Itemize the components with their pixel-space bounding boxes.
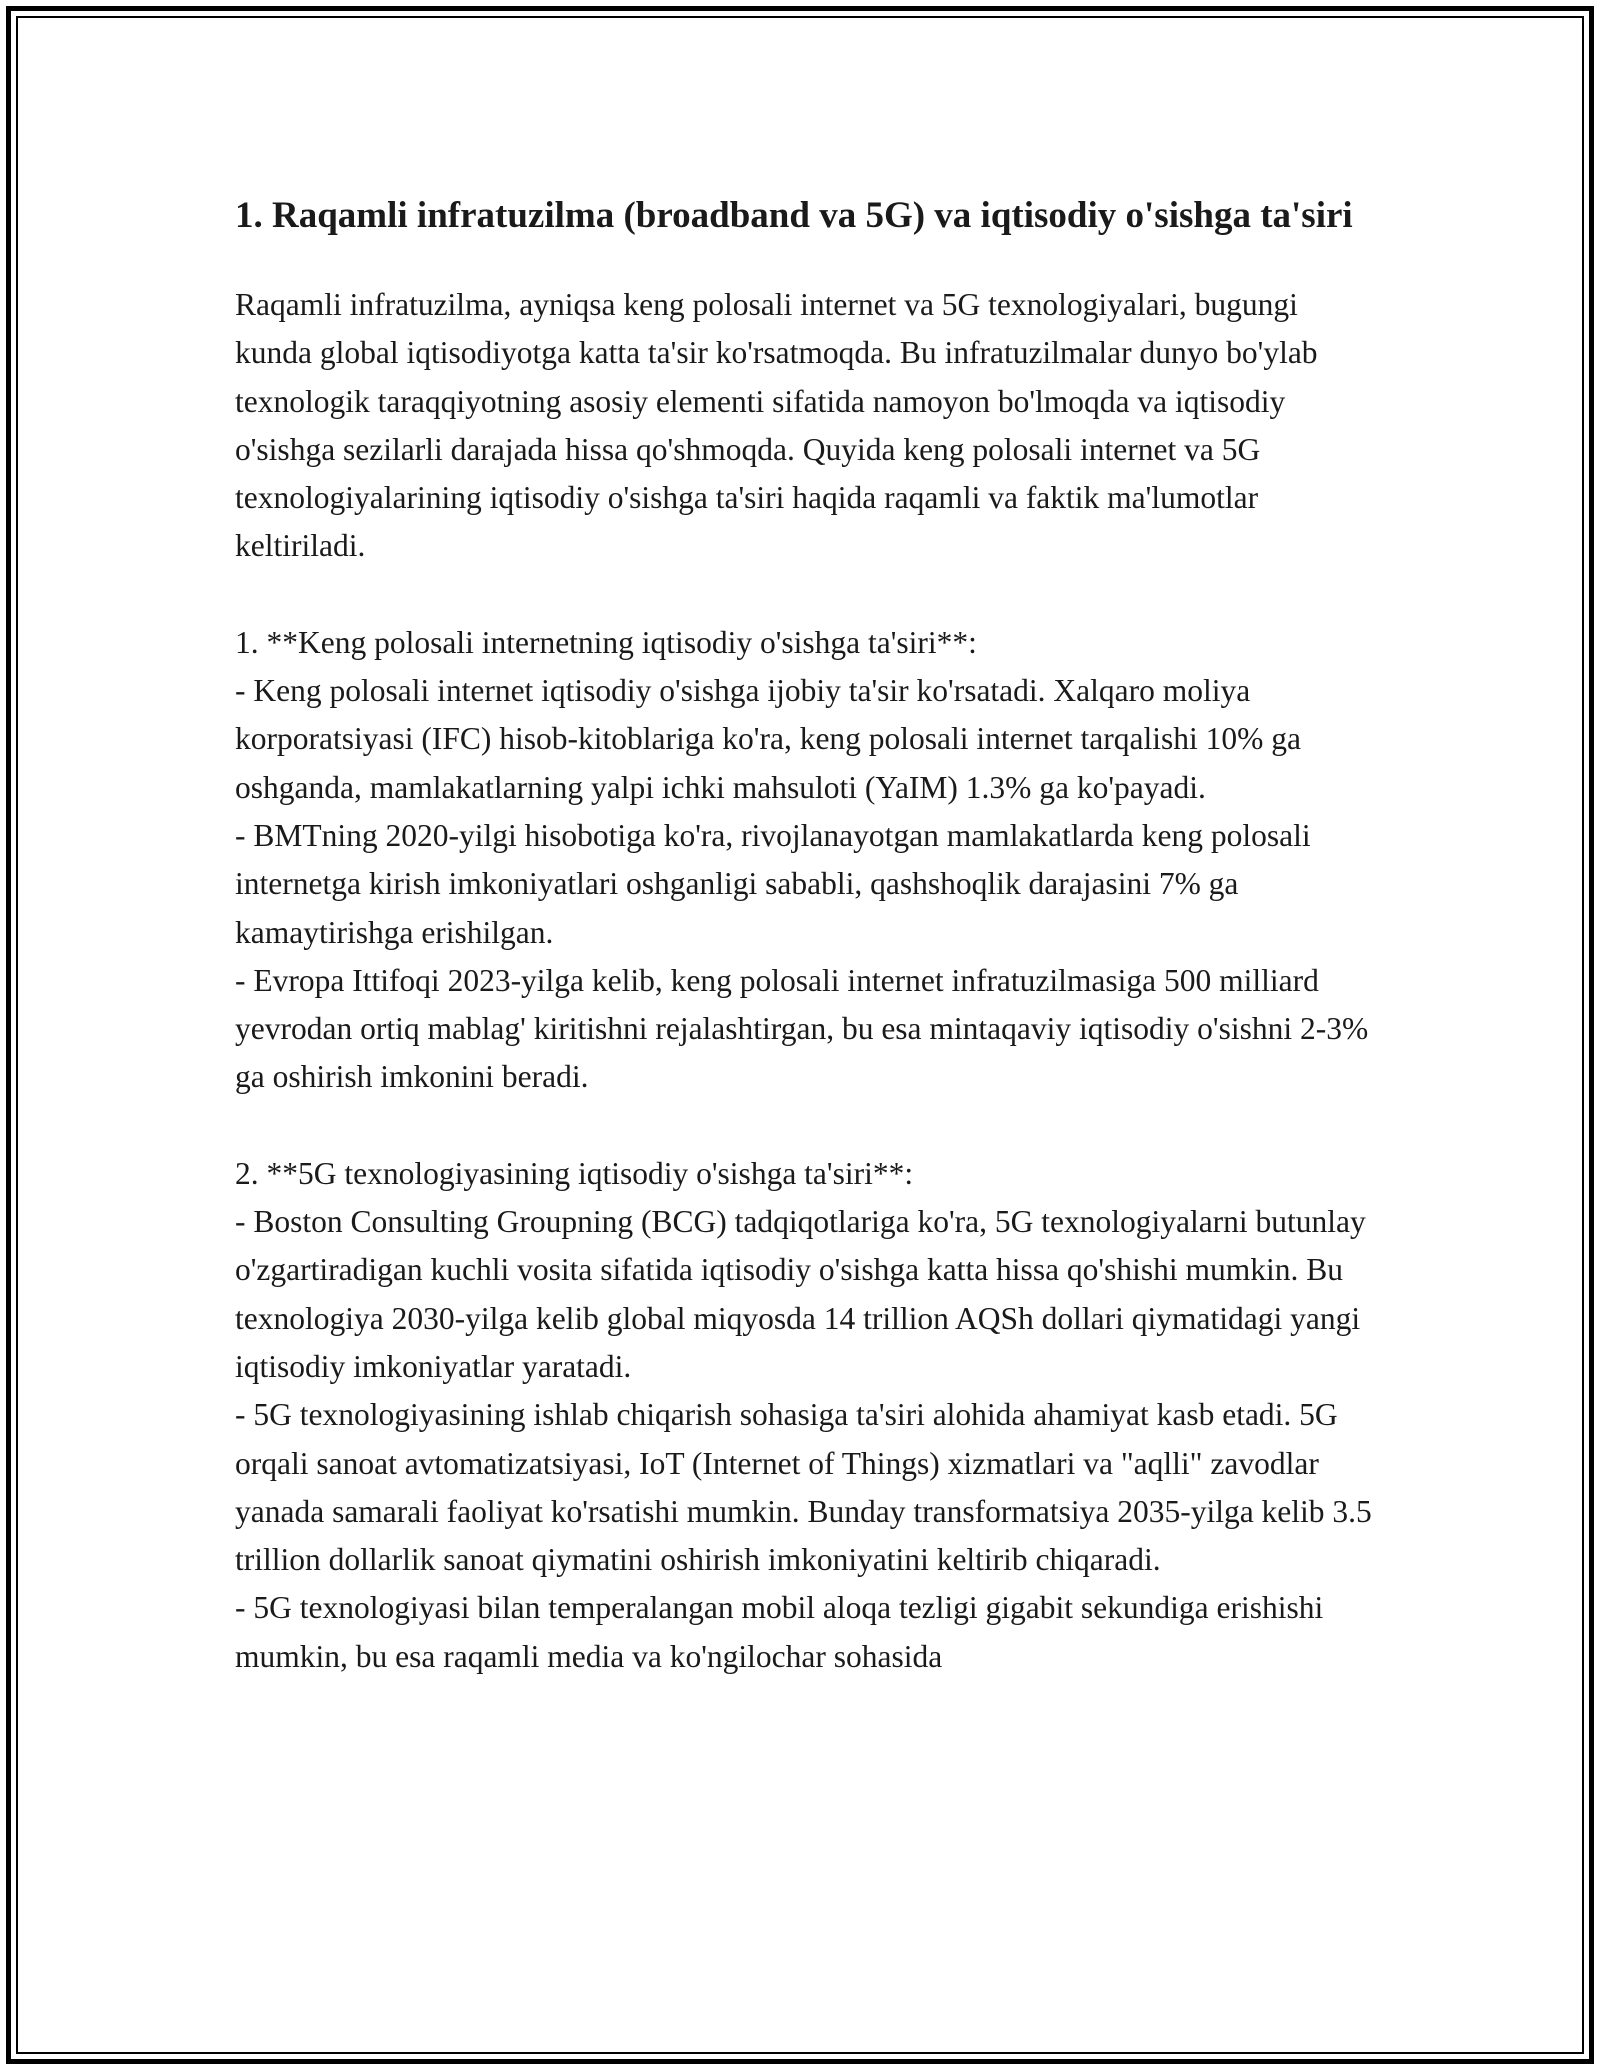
document-title: 1. Raqamli infratuzilma (broadband va 5G) va iqtisodiy o'sishga ta'siri [235,195,1353,236]
document-body [235,188,1375,1681]
section-broadband: 1. **Keng polosali internetning iqtisodiy o'sishga ta'siri**: - Keng polosali internet iqtisodiy o'sishga ijobiy ta'sir ko'rsatadi. Xalqaro moliya korporatsiyasi (IFC) hisob-kitoblariga ko'ra, keng polosali internet tarqalishi 10% ga oshganda, mamlakatlarning yalpi ichki mahsuloti (YaIM) 1.3% ga ko'payadi. - BMTning 2020-yilgi hisobotiga ko'ra, rivojlanayotgan mamlakatlarda keng polosali internetga kirish imkoniyatlari oshganligi sababli, qashshoqlik darajasini 7% ga kamaytirishga erishilgan. - Evropa Ittifoqi 2023-yilga kelib, keng polosali internet infratuzilmasiga 500 milliard yevrodan ortiq mablag' kiritishni rejalashtirgan, bu esa mintaqaviy iqtisodiy o'sishni 2-3% ga oshirish imkonini beradi. [235,624,1369,1095]
paragraph-spacer [235,571,1375,619]
section-5g: 2. **5G texnologiyasining iqtisodiy o'sishga ta'siri**: - Boston Consulting Groupning (BCG) tadqiqotlariga ko'ra, 5G texnologiyalarni butunlay o'zgartiradigan kuchli vosita sifatida iqtisodiy o'sishga katta hissa qo'shishi mumkin. Bu texnologiya 2030-yilga kelib global miqyosda 14 trillion AQSh dollari qiymatidagi yangi iqtisodiy imkoniyatlar yaratadi. - 5G texnologiyasining ishlab chiqarish sohasiga ta'siri alohida ahamiyat kasb etadi. 5G orqali sanoat avtomatizatsiyasi, IoT (Internet of Things) xizmatlari va "aqlli" zavodlar yanada samarali faoliyat ko'rsatishi mumkin. Bunday transformatsiya 2035-yilga kelib 3.5 trillion dollarlik sanoat qiymatini oshirish imkoniyatini keltirib chiqaradi. - 5G texnologiyasi bilan temperalangan mobil aloqa tezligi gigabit sekundiga erishishi mumkin, bu esa raqamli media va ko'ngilochar sohasida [235,1155,1372,1674]
paragraph-spacer [235,1102,1375,1150]
intro-paragraph: Raqamli infratuzilma, ayniqsa keng polosali internet va 5G texnologiyalari, bugungi kunda global iqtisodiyotga katta ta'sir ko'rsatmoqda. Bu infratuzilmalar dunyo bo'ylab texnologik taraqqiyotning asosiy elementi sifatida namoyon bo'lmoqda va iqtisodiy o'sishga sezilarli darajada hissa qo'shmoqda. Quyida keng polosali internet va 5G texnologiyalarining iqtisodiy o'sishga ta'siri haqida raqamli va faktik ma'lumotlar keltiriladi. [235,287,1318,564]
